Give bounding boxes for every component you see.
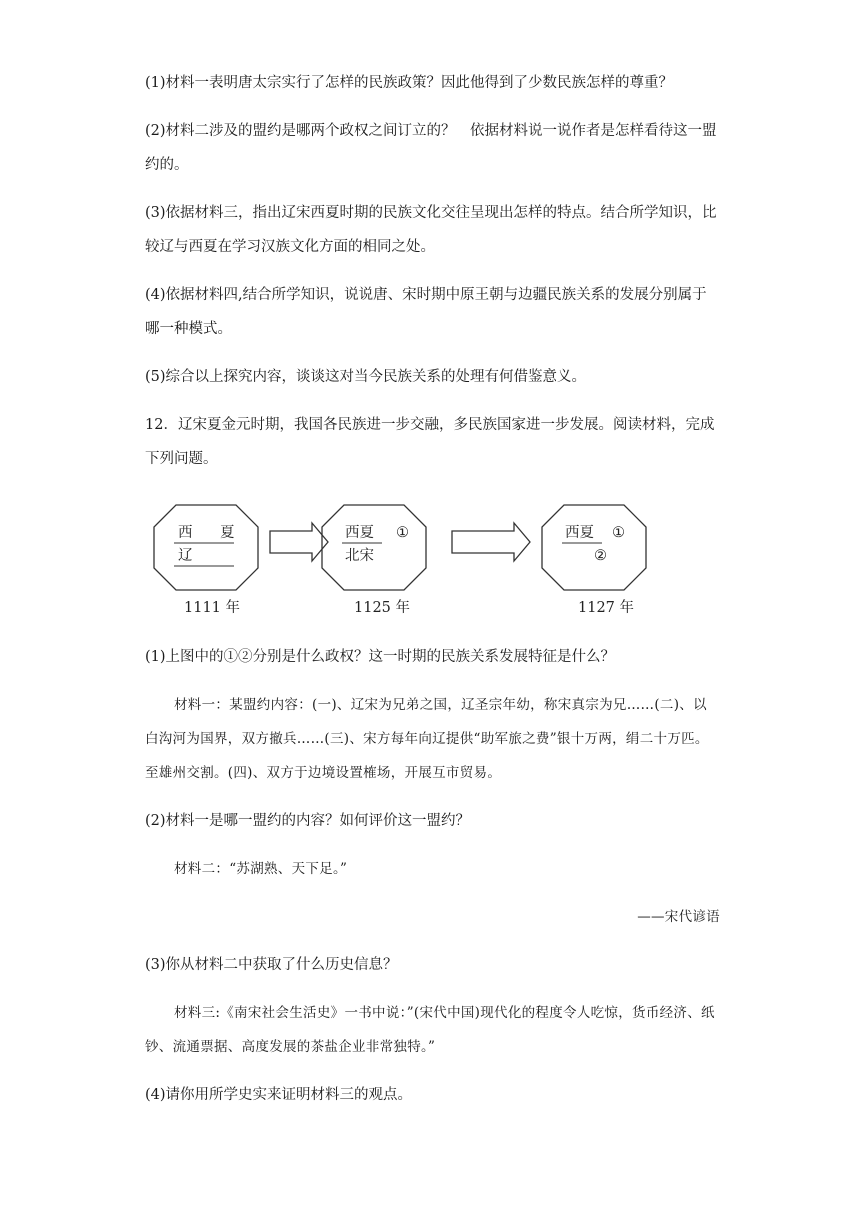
material-2-source: ——宋代谚语 (637, 909, 720, 925)
box2-line1b: ① (396, 525, 409, 541)
regime-change-diagram (150, 500, 680, 625)
q12-sub-4: (4)请你用所学史实来证明材料三的观点。 (145, 1087, 413, 1103)
arrow-1 (270, 523, 328, 561)
year-1127: 1127 年 (578, 600, 635, 616)
regime-box-1111 (154, 505, 258, 590)
box1-line1a: 西 (178, 525, 193, 541)
question-3: (3)依据材料三，指出辽宋西夏时期的民族文化交往呈现出怎样的特点。结合所学知识，比较辽与西夏在学习汉族文化方面的相同之处。 (145, 205, 717, 255)
box3-line1a: 西夏 (565, 525, 594, 541)
question-4: (4)依据材料四,结合所学知识，说说唐、宋时期中原王朝与边疆民族关系的发展分别属于哪一种模式。 (145, 287, 707, 337)
regime-box-1125 (322, 505, 426, 590)
question-12-intro: 12．辽宋夏金元时期，我国各民族进一步交融，多民族国家进一步发展。阅读材料，完成下列问题。 (145, 417, 715, 467)
material-2: 材料二：“苏湖熟、天下足。” (174, 861, 348, 877)
box2-line2: 北宋 (345, 548, 374, 564)
material-1: 材料一：某盟约内容：(一)、辽宋为兄弟之国，辽圣宗年幼，称宋真宗为兄……(二)、以白沟河为国界，双方撤兵……(三)、宋方每年向辽提供“助军旅之费”银十万两，绢二十万匹。至雄州交割。(四)、双方于边境设置榷场，开展互市贸易。 (145, 697, 709, 781)
box2-line1a: 西夏 (345, 525, 374, 541)
q12-sub-1: (1)上图中的①②分别是什么政权？这一时期的民族关系发展特征是什么？ (145, 649, 616, 665)
year-1111: 1111 年 (184, 600, 241, 616)
year-1125: 1125 年 (354, 600, 411, 616)
box1-line1b: 夏 (220, 525, 235, 541)
question-2: (2)材料二涉及的盟约是哪两个政权之间订立的？ 依据材料说一说作者是怎样看待这一盟约的。 (145, 123, 717, 173)
question-5: (5)综合以上探究内容，谈谈这对当今民族关系的处理有何借鉴意义。 (145, 369, 587, 385)
box1-line2: 辽 (178, 548, 193, 564)
q12-sub-3: (3)你从材料二中获取了什么历史信息？ (145, 957, 398, 973)
question-1: (1)材料一表明唐太宗实行了怎样的民族政策？因此他得到了少数民族怎样的尊重？ (145, 75, 674, 91)
box3-line2: ② (594, 548, 607, 564)
material-3: 材料三:《南宋社会生活史》一书中说：”(宋代中国)现代化的程度令人吃惊，货币经济、纸钞、流通票据、高度发展的茶盐企业非常独特。” (145, 1005, 715, 1055)
q12-sub-2: (2)材料一是哪一盟约的内容？如何评价这一盟约？ (145, 813, 471, 829)
arrow-2 (452, 523, 530, 561)
box3-line1b: ① (612, 525, 625, 541)
